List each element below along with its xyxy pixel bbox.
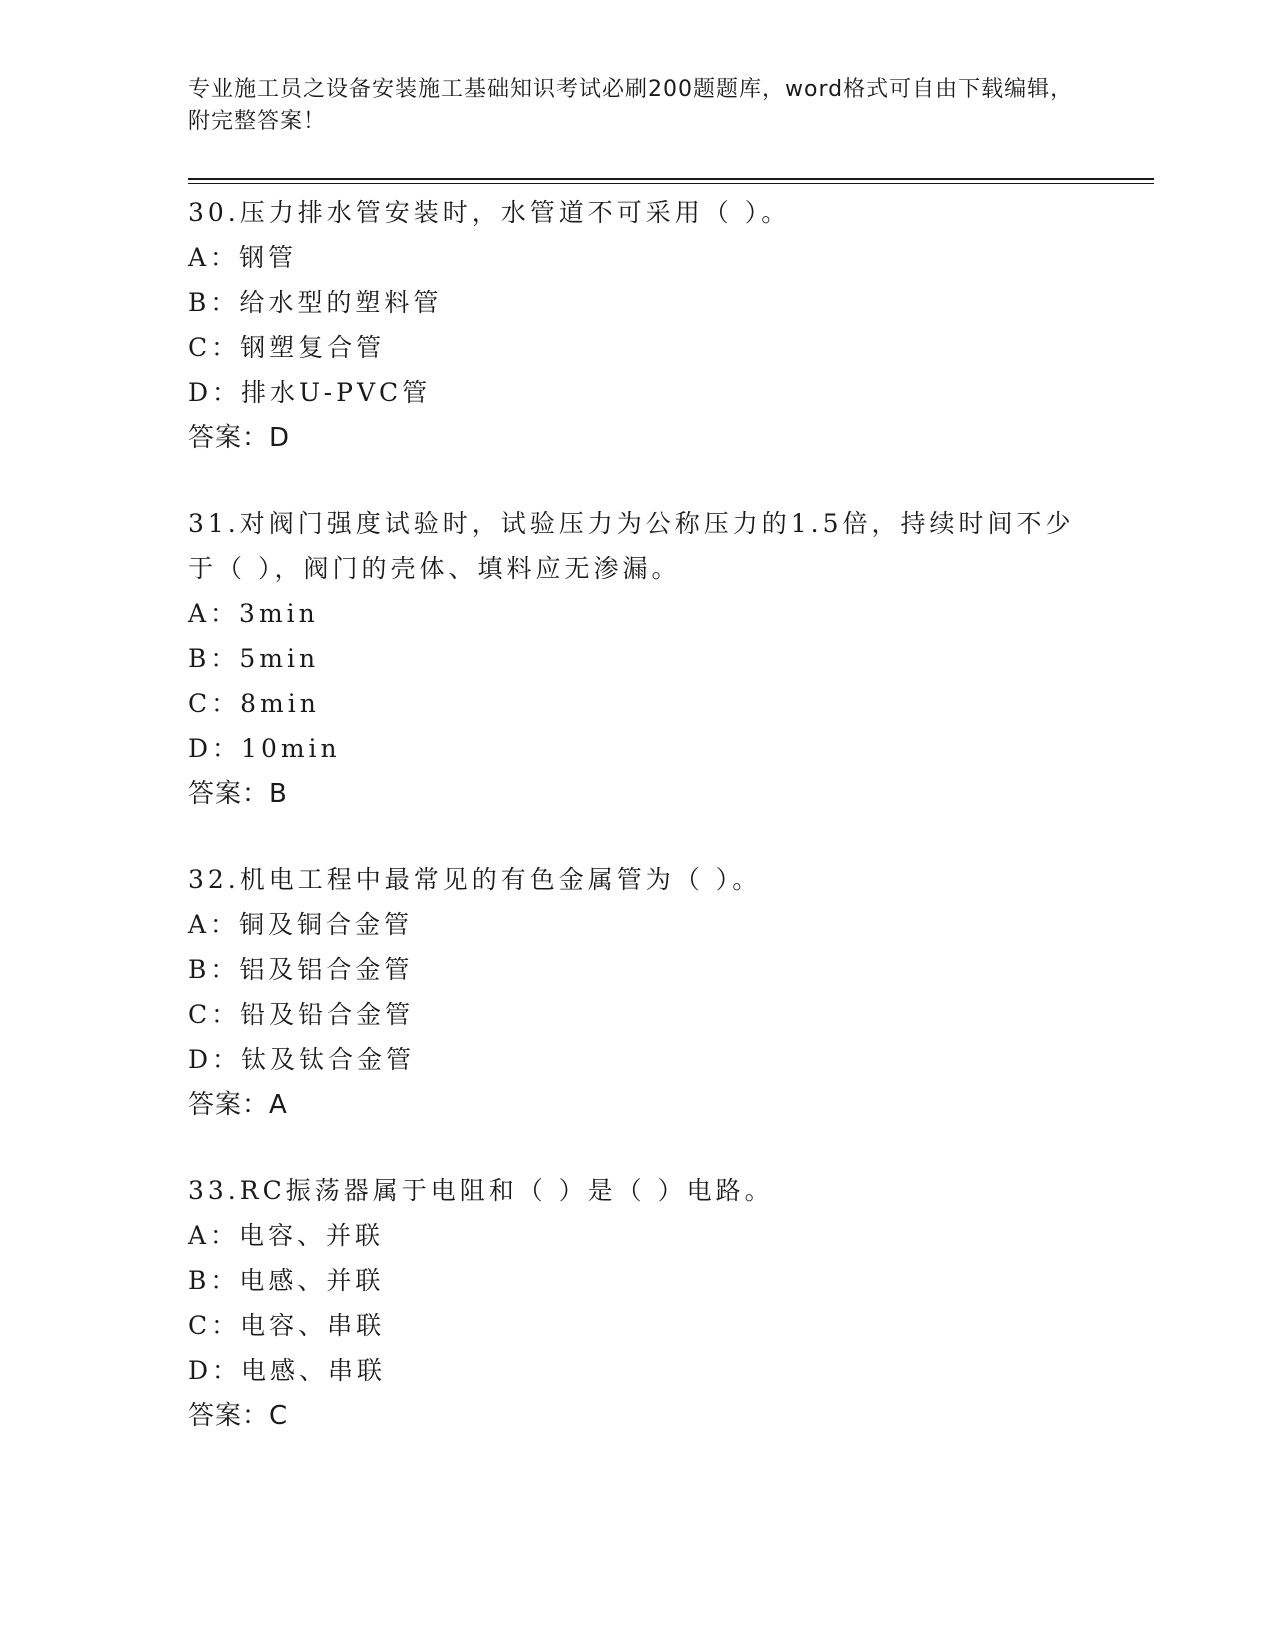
- header-divider-thin: [188, 183, 1154, 184]
- option-b: B：铝及铝合金管: [188, 955, 414, 984]
- document-header: 专业施工员之设备安装施工基础知识考试必刷200题题库，word格式可自由下载编辑，附完整答案！: [188, 77, 1074, 134]
- question-text: 33.RC振荡器属于电阻和（ ）是（ ）电路。: [188, 1176, 774, 1205]
- question-list: [188, 190, 1088, 1479]
- option-c: C：钢塑复合管: [188, 333, 386, 362]
- question-32: [188, 857, 1088, 1128]
- question-33: [188, 1168, 1088, 1439]
- option-d: D：排水U-PVC管: [188, 378, 432, 407]
- option-d: D：钛及钛合金管: [188, 1045, 416, 1074]
- option-b: B：给水型的塑料管: [188, 288, 443, 317]
- option-a: A：铜及铜合金管: [188, 910, 414, 939]
- option-d: D：10min: [188, 734, 341, 763]
- header-divider-thick: [188, 178, 1154, 180]
- option-a: A：钢管: [188, 243, 298, 272]
- question-30: [188, 190, 1088, 461]
- question-text: 30.压力排水管安装时，水管道不可采用（ ）。: [188, 198, 791, 227]
- question-31: [188, 501, 1088, 817]
- option-a: A：电容、并联: [188, 1221, 385, 1250]
- question-text: 32.机电工程中最常见的有色金属管为（ ）。: [188, 865, 762, 894]
- option-c: C：8min: [188, 689, 320, 718]
- option-a: A：3min: [188, 599, 319, 628]
- option-b: B：5min: [188, 644, 320, 673]
- option-c: C：铅及铅合金管: [188, 1000, 415, 1029]
- answer-line: 答案：C: [188, 1401, 289, 1431]
- answer-line: 答案：D: [188, 423, 291, 453]
- question-text: 31.对阀门强度试验时，试验压力为公称压力的1.5倍，持续时间不少于（ ），阀门的壳体、填料应无渗漏。: [188, 509, 1075, 583]
- option-c: C：电容、串联: [188, 1311, 386, 1340]
- answer-line: 答案：A: [188, 1090, 288, 1120]
- answer-line: 答案：B: [188, 779, 288, 809]
- option-b: B：电感、并联: [188, 1266, 385, 1295]
- option-d: D：电感、串联: [188, 1356, 387, 1385]
